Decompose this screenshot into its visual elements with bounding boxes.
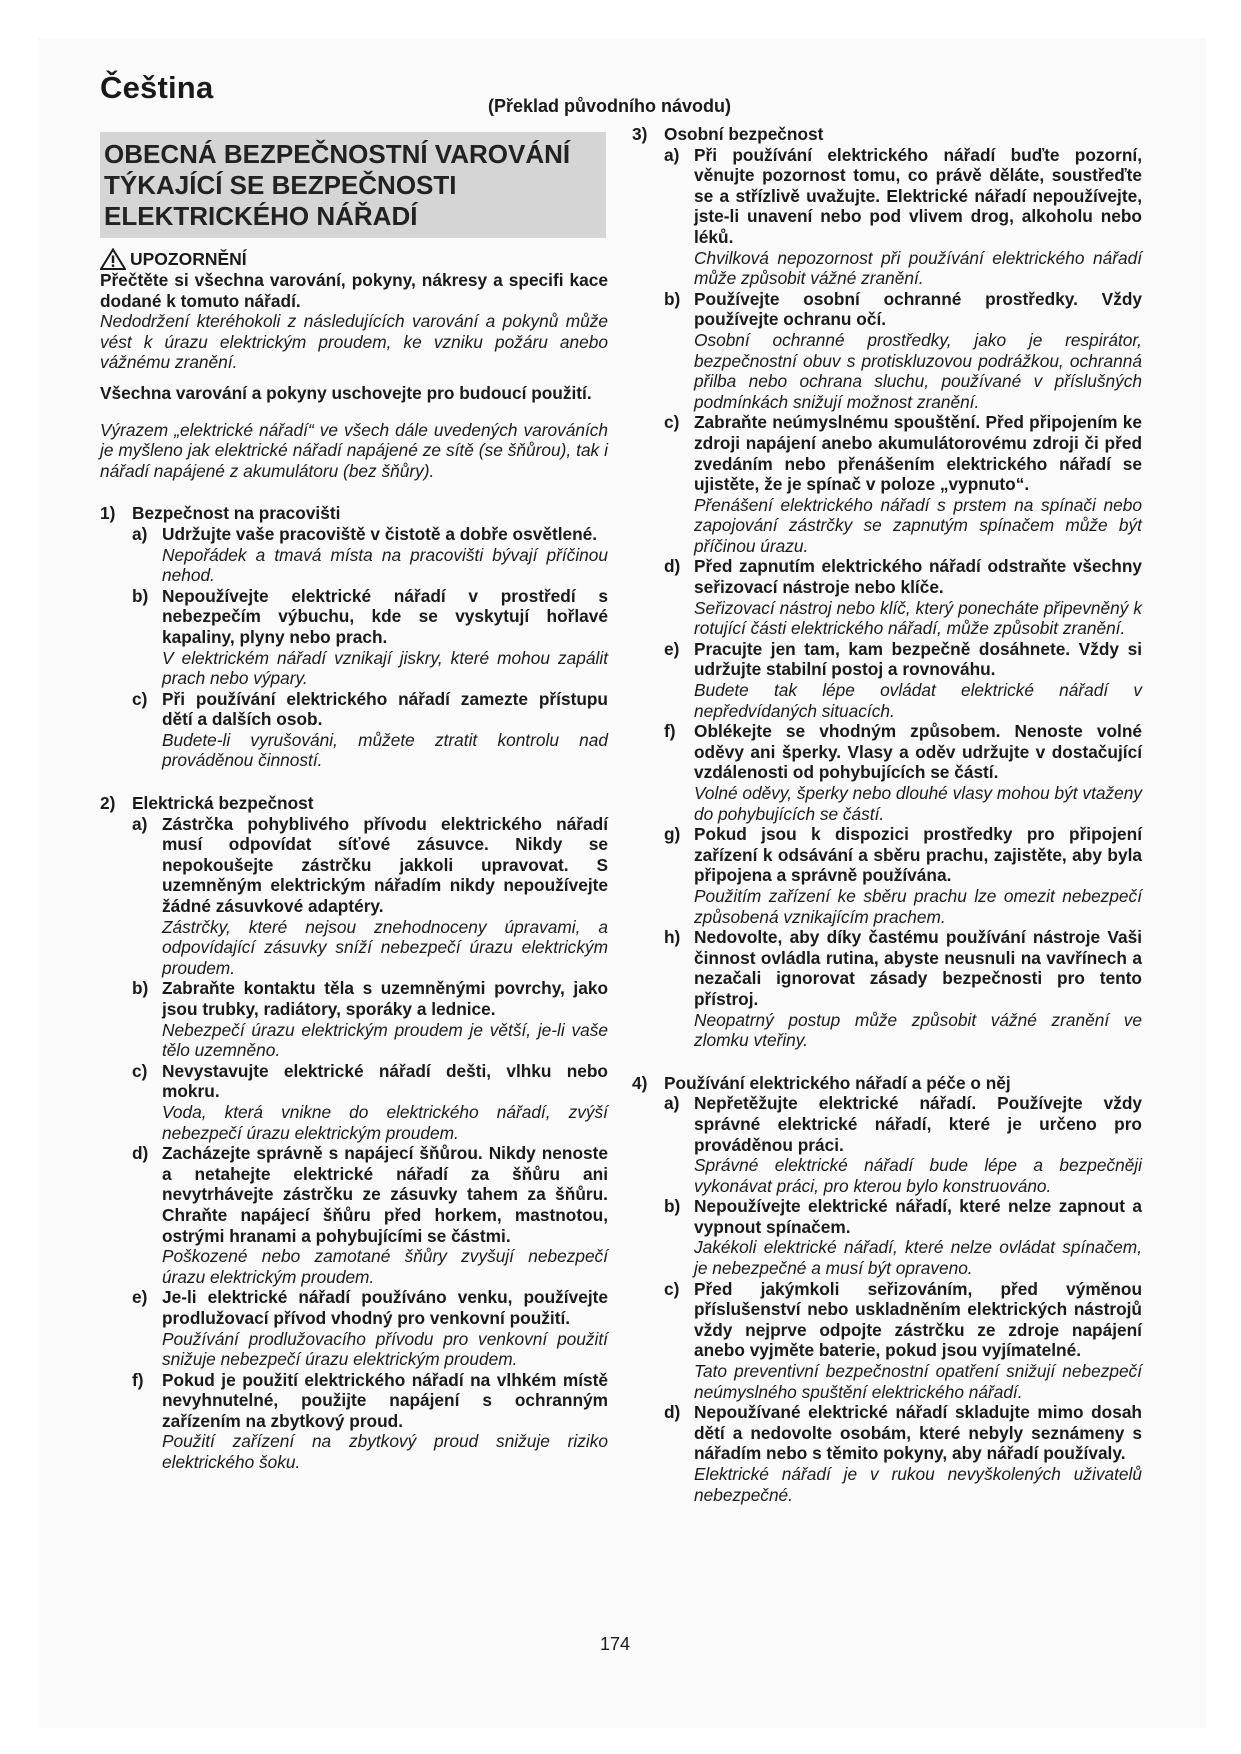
item-letter: h) xyxy=(664,927,681,948)
item-letter: d) xyxy=(132,1143,149,1164)
item-instruction: Nevystavujte elektrické nářadí dešti, vlhku nebo mokru. xyxy=(162,1060,608,1102)
safety-banner: OBECNÁ BEZPEČNOSTNÍ VAROVÁNÍ TÝKAJÍCÍ SE BEZPEČNOSTI ELEKTRICKÉHO NÁŘADÍ xyxy=(100,132,606,238)
list-item xyxy=(664,639,1142,721)
item-explanation: Nebezpečí úrazu elektrickým proudem je větší, je-li vaše tělo uzemněno. xyxy=(162,1019,608,1061)
right-column xyxy=(632,124,1142,1505)
list-item xyxy=(664,721,1142,824)
item-instruction: Nedovolte, aby díky častému používání nástroje Vaši činnost ovládla rutina, abyste neusnuli na vavřínech a nezačali ignorovat zásady bezpečnosti pro tento přístroj. xyxy=(694,927,1142,1009)
item-letter: d) xyxy=(664,1402,681,1423)
item-explanation: Použitím zařízení ke sběru prachu lze omezit nebezpečí způsobená vznikajícím prachem. xyxy=(694,885,1142,927)
item-instruction: Nepoužívejte elektrické nářadí, které nelze zapnout a vypnout spínačem. xyxy=(694,1196,1142,1237)
section-title: Používání elektrického nářadí a péče o něj xyxy=(664,1072,1011,1093)
item-instruction: Je-li elektrické nářadí používáno venku, používejte prodlužovací přívod vhodný pro venkovní použití. xyxy=(162,1287,608,1328)
warning-label: UPOZORNĚNÍ xyxy=(130,248,247,269)
list-item xyxy=(664,556,1142,638)
item-letter: f) xyxy=(664,721,676,742)
translation-subtitle: (Překlad původního návodu) xyxy=(488,96,732,116)
item-explanation: Poškozené nebo zamotané šňůry zvyšují nebezpečí úrazu elektrickým proudem. xyxy=(162,1246,608,1287)
item-instruction: Pokud jsou k dispozici prostředky pro připojení zařízení k odsávání a sběru prachu, zajistěte, aby byla připojena a správně používána. xyxy=(694,824,1142,886)
item-explanation: Neopatrný postup může způsobit vážné zranění ve zlomku vteřiny. xyxy=(694,1009,1142,1051)
warning-read-text: Přečtěte si všechna varování, pokyny, nákresy a specifi kace dodané k tomuto nářadí. xyxy=(100,270,608,311)
section-3 xyxy=(632,124,1142,1051)
item-explanation: Tato preventivní bezpečnostní opatření snižují nebezpečí neúmyslného spuštění elektrického nářadí. xyxy=(694,1361,1142,1402)
item-instruction: Pokud je použití elektrického nářadí na vlhkém místě nevyhnutelné, použijte napájení s ochranným zařízením na zbytkový proud. xyxy=(162,1369,608,1431)
list-item xyxy=(664,927,1142,1051)
item-instruction: Zástrčka pohyblivého přívodu elektrického nářadí musí odpovídat síťové zásuvce. Nikdy se nepokoušejte zástrčku jakkoli upravovat. S uzemněným elektrickým nářadím nikdy nepoužívejte žádné zásuvkové adaptéry. xyxy=(162,813,608,917)
item-explanation: Voda, která vnikne do elektrického nářadí, zvýší nebezpečí úrazu elektrickým proudem. xyxy=(162,1101,608,1143)
section-title: Osobní bezpečnost xyxy=(664,124,824,144)
item-letter: b) xyxy=(132,585,149,606)
warning-consequence-text: Nedodržení kteréhokoli z následujících varování a pokynů může vést k úrazu elektrickým proudem, ke vzniku požáru anebo vážnému zranění. xyxy=(100,311,608,373)
item-instruction: Udržujte vaše pracoviště v čistotě a dobře osvětlené. xyxy=(162,523,598,544)
list-item xyxy=(664,1093,1142,1196)
item-letter: e) xyxy=(132,1287,148,1308)
list-item xyxy=(132,1287,608,1369)
item-instruction: Zabraňte kontaktu těla s uzemněnými povrchy, jako jsou trubky, radiátory, sporáky a lednice. xyxy=(162,978,608,1019)
section-title: Bezpečnost na pracovišti xyxy=(132,503,341,524)
item-letter: c) xyxy=(664,1278,680,1299)
item-letter: e) xyxy=(664,638,680,659)
item-explanation: Osobní ochranné prostředky, jako je respirátor, bezpečnostní obuv s protiskluzovou podrážkou, ochranná přilba nebo ochrana sluchu, používané v příslušných podmínkách snižují možnost zranění. xyxy=(694,329,1142,412)
item-instruction: Používejte osobní ochranné prostředky. Vždy používejte ochranu očí. xyxy=(694,288,1142,330)
item-letter: b) xyxy=(664,1196,681,1217)
section-number: 4) xyxy=(632,1072,648,1093)
list-item xyxy=(132,586,608,689)
section-number: 3) xyxy=(632,124,648,144)
item-explanation: Použití zařízení na zbytkový proud snižuje riziko elektrického šoku. xyxy=(162,1431,608,1473)
list-item xyxy=(132,1143,608,1287)
list-item xyxy=(664,145,1142,289)
item-explanation: Jakékoli elektrické nářadí, které nelze ovládat spínačem, je nebezpečné a musí být opraveno. xyxy=(694,1237,1142,1279)
item-letter: b) xyxy=(132,978,149,999)
item-explanation: V elektrickém nářadí vznikají jiskry, které mohou zapálit prach nebo výpary. xyxy=(162,647,608,689)
list-item xyxy=(132,814,608,979)
item-instruction: Oblékejte se vhodným způsobem. Nenoste volné oděvy ani šperky. Vlasy a oděv udržujte v dostačující vzdálenosti od pohybujících se částí. xyxy=(694,721,1142,783)
item-letter: b) xyxy=(664,288,681,309)
item-letter: d) xyxy=(664,556,681,577)
item-explanation: Volné oděvy, šperky nebo dlouhé vlasy mohou být vtaženy do pohybujících se částí. xyxy=(694,783,1142,824)
item-instruction: Nepoužívané elektrické nářadí skladujte mimo dosah dětí a nedovolte osobám, které nebyly seznámeny s nářadím nebo s těmito pokyny, aby nářadí používaly. xyxy=(694,1402,1142,1464)
item-explanation: Elektrické nářadí je v rukou nevyškolených uživatelů nebezpečné. xyxy=(694,1464,1142,1505)
section-4 xyxy=(632,1073,1142,1505)
item-explanation: Chvilková nepozornost při používání elektrického nářadí může způsobit vážné zranění. xyxy=(694,247,1142,289)
section-number: 2) xyxy=(100,793,116,814)
definition-text: Výrazem „elektrické nářadí“ ve všech dále uvedených varováních je myšleno jak elektrické nářadí napájené ze sítě (se šňůrou), tak i nářadí napájené z akumulátoru (bez šňůry). xyxy=(100,419,608,481)
item-letter: a) xyxy=(664,144,680,165)
item-letter: c) xyxy=(664,412,680,433)
list-item xyxy=(664,289,1142,413)
item-instruction: Při používání elektrického nářadí buďte pozorní, věnujte pozornost tomu, co právě děláte, soustřeďte se a střízlivě uvažujte. Elektrické nářadí nepoužívejte, jste-li unavení nebo pod vlivem drog, alkoholu nebo léků. xyxy=(694,144,1142,247)
section-2 xyxy=(100,793,608,1473)
item-instruction: Před jakýmkoli seřizováním, před výměnou příslušenství nebo uskladněním elektrických nástrojů vždy nejprve odpojte zástrčku ze zdroje napájení anebo vyjměte baterie, pokud jsou vyjímatelné. xyxy=(694,1278,1142,1361)
list-item xyxy=(664,412,1142,556)
item-instruction: Pracujte jen tam, kam bezpečně dosáhnete. Vždy si udržujte stabilní postoj a rovnováhu. xyxy=(694,638,1142,680)
list-item xyxy=(132,689,608,771)
section-title: Elektrická bezpečnost xyxy=(132,793,314,814)
item-explanation: Přenášení elektrického nářadí s prstem na spínači nebo zapojování zástrčky se zapnutým spínačem může být příčinou úrazu. xyxy=(694,494,1142,556)
warning-triangle-icon xyxy=(100,248,126,270)
item-explanation: Používání prodlužovacího přívodu pro venkovní použití snižuje nebezpečí úrazu elektrickým proudem. xyxy=(162,1328,608,1370)
item-instruction: Zacházejte správně s napájecí šňůrou. Nikdy nenoste a netahejte elektrické nářadí za šňůru ani nevytrhávejte zástrčku ze zásuvky tahem za šňůru. Chraňte napájecí šňůru před horkem, mastnotou, ostrými hranami a pohybujícími se částmi. xyxy=(162,1143,608,1246)
page-number: 174 xyxy=(600,1634,631,1654)
item-instruction: Před zapnutím elektrického nářadí odstraňte všechny seřizovací nástroje nebo klíče. xyxy=(694,556,1142,598)
item-letter: a) xyxy=(664,1093,680,1114)
list-item xyxy=(132,524,608,586)
item-explanation: Seřizovací nástroj nebo klíč, který ponecháte připevněný k rotující části elektrického nářadí, může způsobit zranění. xyxy=(694,597,1142,639)
list-item xyxy=(664,1402,1142,1505)
item-letter: c) xyxy=(132,1060,148,1081)
item-explanation: Zástrčky, které nejsou znehodnoceny úpravami, a odpovídající zásuvky sníží nebezpečí úrazu elektrickým proudem. xyxy=(162,916,608,978)
list-item xyxy=(664,1279,1142,1403)
item-letter: c) xyxy=(132,688,148,709)
list-item xyxy=(132,978,608,1060)
item-explanation: Budete-li vyrušováni, můžete ztratit kontrolu nad prováděnou činností. xyxy=(162,729,608,771)
item-letter: a) xyxy=(132,523,148,544)
left-column xyxy=(100,124,608,1473)
item-instruction: Nepřetěžujte elektrické nářadí. Používejte vždy správné elektrické nářadí, které je určeno pro prováděnou práci. xyxy=(694,1093,1142,1155)
warning-keep-text: Všechna varování a pokyny uschovejte pro budoucí použití. xyxy=(100,382,592,403)
item-letter: f) xyxy=(132,1369,144,1390)
list-item xyxy=(664,824,1142,927)
section-number: 1) xyxy=(100,503,116,524)
language-heading: Čeština xyxy=(100,70,214,105)
section-1 xyxy=(100,503,608,771)
item-instruction: Při používání elektrického nářadí zamezte přístupu dětí a dalších osob. xyxy=(162,688,608,730)
item-letter: a) xyxy=(132,813,148,834)
item-instruction: Zabraňte neúmyslnému spouštění. Před připojením ke zdroji napájení anebo akumulátorovému zdroji či před zvedáním nebo přenášením elektrického nářadí se ujistěte, že je spínač v poloze „vypnuto“. xyxy=(694,412,1142,495)
item-instruction: Nepoužívejte elektrické nářadí v prostředí s nebezpečím výbuchu, kde se vyskytují hořlavé kapaliny, plyny nebo prach. xyxy=(162,585,608,647)
list-item xyxy=(664,1196,1142,1278)
item-explanation: Nepořádek a tmavá místa na pracovišti bývají příčinou nehod. xyxy=(162,544,608,586)
list-item xyxy=(132,1061,608,1143)
warning-heading xyxy=(100,248,608,270)
item-explanation: Budete tak lépe ovládat elektrické nářadí v nepředvídaných situacích. xyxy=(694,680,1142,721)
list-item xyxy=(132,1370,608,1473)
item-explanation: Správné elektrické nářadí bude lépe a bezpečněji vykonávat práci, pro kterou bylo konstruováno. xyxy=(694,1155,1142,1196)
item-letter: g) xyxy=(664,824,681,845)
